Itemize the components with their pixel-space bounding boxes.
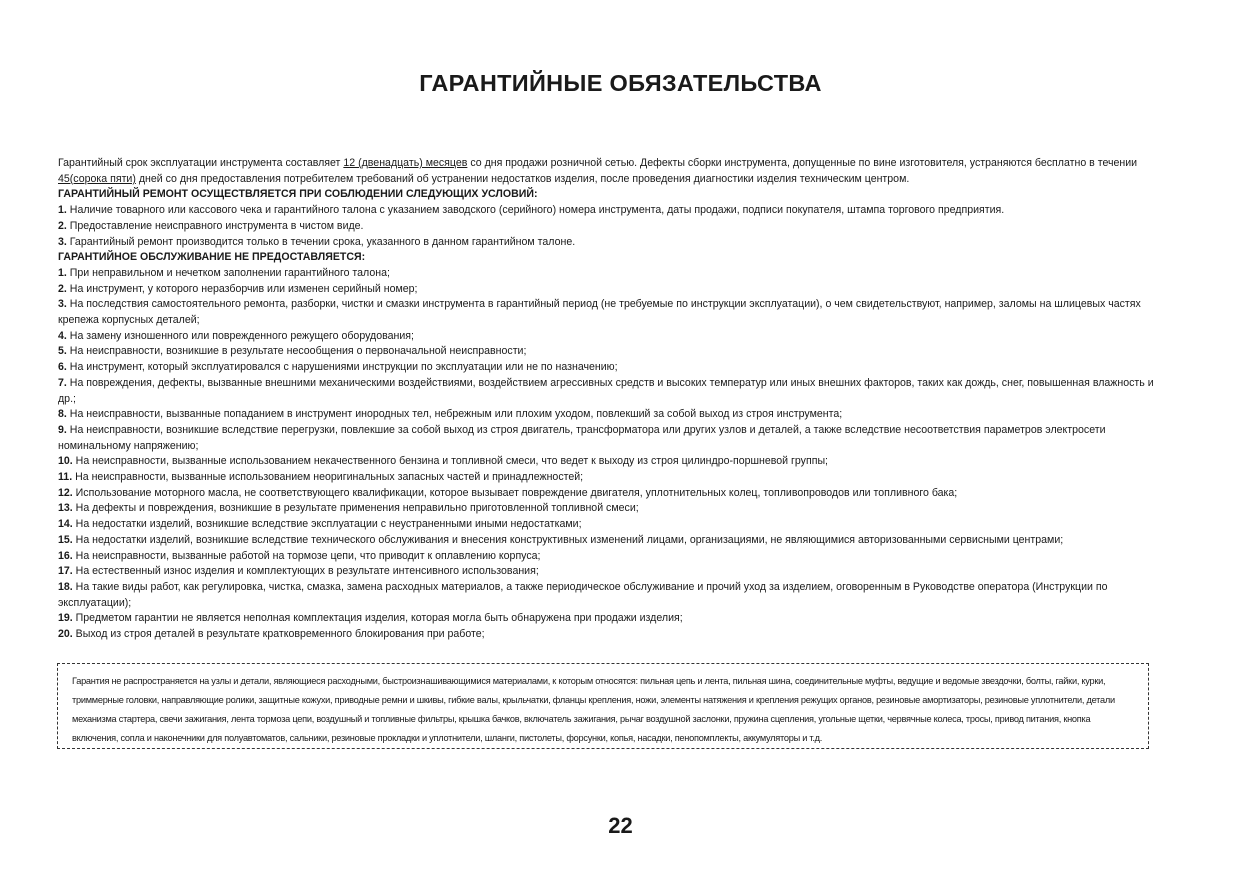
- item-text: На неисправности, возникшие в результате несообщения о первоначальной неисправности;: [66, 345, 527, 358]
- item-number: 3.: [58, 298, 67, 311]
- consumables-note-box: [57, 663, 1149, 749]
- item-text: На неисправности, вызванные использованием неоригинальных запасных частей и принадлежностей;: [72, 471, 584, 484]
- list-item: [58, 203, 1168, 219]
- item-number: 11.: [58, 471, 73, 484]
- item-number: 17.: [58, 565, 73, 578]
- list-item: [58, 564, 1168, 580]
- warranty-period: 12 (двенадцать) месяцев: [343, 157, 468, 169]
- list-item: [58, 517, 1168, 533]
- item-text: На дефекты и повреждения, возникшие в результате применения неправильно приготовленной топливной смеси;: [72, 502, 639, 515]
- warranty-body: [58, 156, 1168, 643]
- item-text: На последствия самостоятельного ремонта, разборки, чистки и смазки инструмента в гарантийный период (не требуемые по инструкции эксплуатации), о чем свидетельствуют, например, заломы на шлицевых частях крепежа корпусных деталей;: [58, 298, 1141, 327]
- item-text: На повреждения, дефекты, вызванные внешними механическими воздействиями, воздействием агрессивных средств и высоких температур или иных внешних факторов, таких как дождь, снег, повышенная влажность и др.;: [58, 376, 1154, 405]
- item-number: 2.: [58, 219, 67, 232]
- item-text: На инструмент, у которого неразборчив или изменен серийный номер;: [66, 282, 418, 295]
- intro-paragraph: [58, 156, 1168, 187]
- item-text: Использование моторного масла, не соответствующего квалификации, которое вызывает повреждение двигателя, уплотнительных колец, топливопроводов или топливного бака;: [72, 486, 958, 499]
- list-item: [58, 501, 1168, 517]
- item-number: 14.: [58, 518, 73, 531]
- item-number: 6.: [58, 361, 67, 374]
- list-item: [58, 533, 1168, 549]
- item-number: 8.: [58, 408, 67, 421]
- list-item: [58, 580, 1168, 611]
- list-item: [58, 344, 1168, 360]
- item-text: На замену изношенного или поврежденного режущего оборудования;: [66, 329, 414, 342]
- item-number: 1.: [58, 204, 67, 217]
- list-item: [58, 219, 1168, 235]
- item-number: 3.: [58, 235, 67, 248]
- page-title: ГАРАНТИЙНЫЕ ОБЯЗАТЕЛЬСТВА: [419, 70, 822, 96]
- exclusions-heading: ГАРАНТИЙНОЕ ОБСЛУЖИВАНИЕ НЕ ПРЕДОСТАВЛЯЕТСЯ:: [58, 251, 366, 264]
- list-item: [58, 611, 1168, 627]
- item-number: 2.: [58, 282, 67, 295]
- page-number: 22: [608, 813, 633, 838]
- item-text: На инструмент, который эксплуатировался с нарушениями инструкции по эксплуатации или не по назначению;: [66, 361, 618, 374]
- item-number: 4.: [58, 329, 67, 342]
- list-item: [58, 282, 1168, 298]
- item-number: 12.: [58, 486, 73, 499]
- list-item: [58, 297, 1168, 328]
- item-text: Предметом гарантии не является неполная комплектация изделия, которая могла быть обнаружена при продажи изделия;: [72, 612, 683, 625]
- intro-text-1: Гарантийный срок эксплуатации инструмента составляет: [58, 157, 344, 169]
- list-item: [58, 627, 1168, 643]
- item-number: 20.: [58, 628, 73, 641]
- item-text: На неисправности, вызванные использованием некачественного бензина и топливной смеси, что ведет к выходу из строя цилиндро-поршневой группы;: [72, 455, 828, 468]
- intro-text-2: со дня продажи розничной сетью. Дефекты сборки инструмента, допущенные по вине изготовителя, устраняются бесплатно в течении: [467, 157, 1138, 169]
- item-number: 15.: [58, 533, 73, 546]
- item-text: На недостатки изделий, возникшие вследствие эксплуатации с неустраненными иными недостатками;: [72, 518, 582, 531]
- consumables-note: Гарантия не распространяется на узлы и детали, являющиеся расходными, быстроизнашивающимися материалами, к которым относятся: пильная цепь и лента, пильная шина, соединительные муфты, ведущие и ведомые звездочки, болты, гайки, курки, триммерные головки, направляющие ролики, защитные кожухи, приводные ремни и шкивы, гибкие валы, крыльчатки, фланцы крепления, ножи, элементы натяжения и крепления режущих органов, резиновые амортизаторы, резиновые уплотнители, детали механизма стартера, свечи зажигания, лента тормоза цепи, воздушный и топливные фильтры, крышка бачков, включатель зажигания, рычаг воздушной заслонки, пружина сцепления, угольные щетки, червячные колеса, тросы, привод питания, кнопка включения, сопла и наконечники для полуавтоматов, сальники, резиновые прокладки и уплотнители, шланги, пистолеты, форсунки, копья, насадки, пенопомплекты, аккумуляторы и т.д.: [72, 676, 1115, 743]
- item-number: 10.: [58, 455, 73, 468]
- item-text: На неисправности, возникшие вследствие перегрузки, повлекшие за собой выход из строя двигатель, трансформатора или других узлов и деталей, а также вследствие несоответствия параметров электросети номинальному напряжению;: [58, 423, 1106, 452]
- item-text: На естественный износ изделия и комплектующих в результате интенсивного использования;: [72, 565, 539, 578]
- conditions-heading: ГАРАНТИЙНЫЙ РЕМОНТ ОСУЩЕСТВЛЯЕТСЯ ПРИ СОБЛЮДЕНИИ СЛЕДУЮЩИХ УСЛОВИЙ:: [58, 188, 538, 201]
- item-number: 9.: [58, 423, 67, 436]
- list-item: [58, 549, 1168, 565]
- item-text: Предоставление неисправного инструмента в чистом виде.: [66, 219, 364, 232]
- item-text: На недостатки изделий, возникшие вследствие технического обслуживания и внесения конструктивных изменений лицами, организациями, не являющимися авторизованными сервисными центрами;: [72, 533, 1064, 546]
- repair-days: 45(сорока пяти): [58, 172, 136, 185]
- item-text: Выход из строя деталей в результате кратковременного блокирования при работе;: [72, 628, 485, 641]
- item-number: 13.: [58, 502, 73, 515]
- list-item: [58, 454, 1168, 470]
- item-number: 1.: [58, 266, 67, 279]
- list-item: [58, 407, 1168, 423]
- list-item: [58, 423, 1168, 454]
- list-item: [58, 360, 1168, 376]
- list-item: [58, 470, 1168, 486]
- item-text: Наличие товарного или кассового чека и гарантийного талона с указанием заводского (серийного) номера инструмента, даты продажи, подписи покупателя, штампа торгового предприятия.: [66, 204, 1005, 217]
- exclusions-list: [58, 266, 1168, 643]
- item-number: 7.: [58, 376, 67, 389]
- item-number: 18.: [58, 580, 73, 593]
- item-text: При неправильном и нечетком заполнении гарантийного талона;: [66, 266, 390, 279]
- item-number: 5.: [58, 345, 67, 358]
- item-text: На неисправности, вызванные работой на тормозе цепи, что приводит к оплавлению корпуса;: [72, 549, 541, 562]
- list-item: [58, 329, 1168, 345]
- list-item: [58, 235, 1168, 251]
- list-item: [58, 266, 1168, 282]
- intro-text-3: дней со дня предоставления потребителем требований об устранении недостатков изделия, после проведения диагностики изделия техническим центром.: [135, 172, 910, 185]
- list-item: [58, 376, 1168, 407]
- item-text: На неисправности, вызванные попаданием в инструмент инородных тел, небрежным или плохим уходом, повлекший за собой выход из строя инструмента;: [66, 408, 843, 421]
- item-number: 16.: [58, 549, 73, 562]
- item-text: Гарантийный ремонт производится только в течении срока, указанного в данном гарантийном талоне.: [66, 235, 576, 248]
- item-text: На такие виды работ, как регулировка, чистка, смазка, замена расходных материалов, а также периодическое обслуживание и прочий уход за изделием, оговоренным в Руководстве оператора (Инструкции по эксплуатации);: [58, 580, 1108, 609]
- conditions-list: [58, 203, 1168, 250]
- list-item: [58, 486, 1168, 502]
- item-number: 19.: [58, 612, 73, 625]
